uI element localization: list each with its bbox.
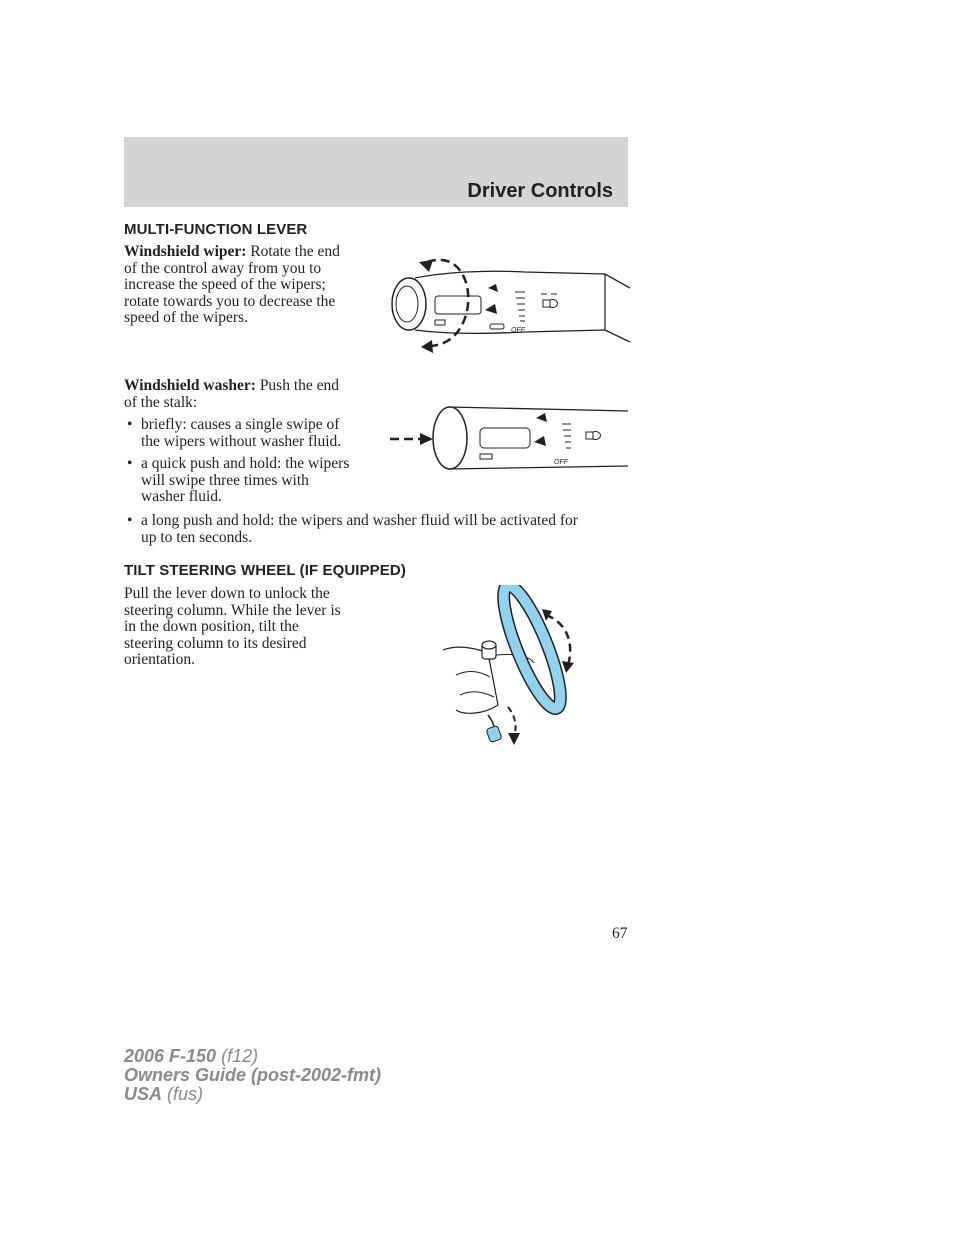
footer-guide: Owners Guide (post-2002-fmt) (124, 1065, 382, 1085)
bullet-text-line: washer fluid. (141, 488, 222, 505)
header-band (124, 137, 628, 207)
list-item (124, 417, 384, 451)
wiper-text-line: Rotate the end (250, 243, 340, 260)
tilt-steering-wheel-illustration (438, 585, 588, 750)
lever-off-label: OFF (511, 327, 525, 334)
section-heading-tilt: TILT STEERING WHEEL (IF EQUIPPED) (124, 562, 406, 579)
bullet-text-line: briefly: causes a single swipe of (141, 416, 340, 433)
bullet-dot: • (127, 512, 133, 529)
bullet-text-line: will swipe three times with (141, 471, 309, 489)
washer-paragraph (124, 378, 339, 411)
list-item (124, 456, 384, 506)
footer-model: 2006 F-150 (124, 1046, 217, 1066)
bullet-text-line: a quick push and hold: the wipers (141, 455, 350, 472)
wiper-label: Windshield wiper: (124, 243, 247, 260)
bullet-text-line: a long push and hold: the wipers and washer fluid will be activated for (141, 512, 578, 529)
washer-text-line: Push the end (259, 377, 340, 394)
list-item (124, 513, 634, 547)
bullet-text-line: the wipers without washer fluid. (141, 432, 342, 450)
footer-model-code: (f12) (221, 1046, 259, 1066)
wiper-lever-illustration (385, 248, 630, 358)
wiper-text-line: speed of the wipers. (124, 309, 248, 326)
section-heading-multi-function: MULTI-FUNCTION LEVER (124, 221, 308, 238)
tilt-text-line: steering column to its desired (124, 634, 307, 652)
page-number: 67 (612, 925, 628, 942)
tilt-paragraph (124, 586, 341, 669)
footer (124, 1047, 381, 1104)
wiper-text-line: of the control away from you to (124, 259, 322, 277)
washer-label: Windshield washer: (124, 377, 256, 394)
washer-lever-illustration (388, 402, 630, 474)
tilt-text-line: steering column. While the lever is (124, 601, 341, 619)
footer-market-code: (fus) (167, 1084, 204, 1104)
tilt-text-line: orientation. (124, 651, 196, 668)
wiper-paragraph (124, 244, 340, 327)
page-title: Driver Controls (467, 180, 613, 202)
bullet-dot: • (127, 455, 133, 472)
footer-market: USA (124, 1084, 163, 1104)
lever-off-label: OFF (554, 459, 568, 466)
bullet-dot: • (127, 416, 133, 433)
washer-text-line: of the stalk: (124, 393, 198, 411)
bullet-text-line: up to ten seconds. (141, 528, 253, 546)
tilt-text-line: Pull the lever down to unlock the (124, 585, 330, 602)
wiper-text-line: increase the speed of the wipers; (124, 276, 326, 293)
tilt-text-line: in the down position, tilt the (124, 618, 299, 635)
wiper-text-line: rotate towards you to decrease the (124, 292, 336, 310)
